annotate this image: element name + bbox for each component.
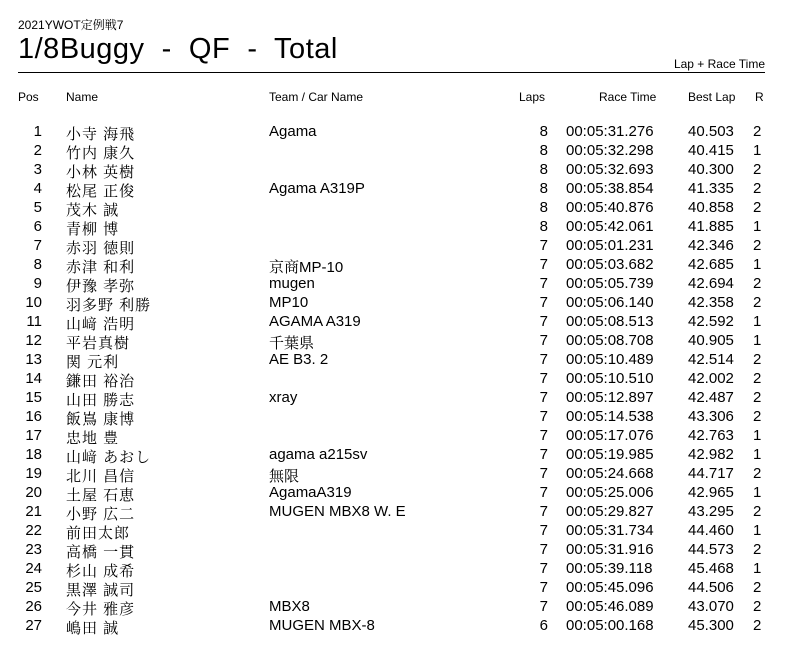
row-pos: 25 xyxy=(25,579,42,596)
row-team: 京商MP-10 xyxy=(269,259,344,276)
table-row xyxy=(0,522,787,541)
row-laps: 7 xyxy=(539,522,548,539)
result-type-label: Lap + Race Time xyxy=(673,57,765,71)
row-best-lap: 40.415 xyxy=(688,142,734,159)
row-pos: 3 xyxy=(33,161,42,178)
row-laps: 7 xyxy=(539,484,548,501)
row-pos: 11 xyxy=(26,313,42,330)
row-name: 土屋 石恵 xyxy=(66,487,136,504)
event-name: 2021YWOT定例戦7 xyxy=(18,18,124,32)
row-best-lap: 42.763 xyxy=(688,427,734,444)
row-pos: 16 xyxy=(25,408,42,425)
row-name: 今井 雅彦 xyxy=(66,601,136,618)
row-pos: 26 xyxy=(25,598,42,615)
row-team: 千葉県 xyxy=(269,335,315,352)
row-laps: 7 xyxy=(539,256,548,273)
row-race-time: 00:05:10.489 xyxy=(566,351,654,368)
row-best-lap: 42.514 xyxy=(688,351,734,368)
row-best-lap: 43.295 xyxy=(688,503,734,520)
row-race-time: 00:05:39.118 xyxy=(566,560,653,577)
row-pos: 21 xyxy=(25,503,42,520)
row-name: 青柳 博 xyxy=(66,221,120,238)
row-name: 杉山 成希 xyxy=(66,563,136,580)
row-laps: 7 xyxy=(539,560,548,577)
row-pos: 20 xyxy=(25,484,42,501)
row-r: 2 xyxy=(753,199,762,216)
row-team: 無限 xyxy=(269,468,300,485)
row-laps: 7 xyxy=(539,579,548,596)
table-row xyxy=(0,237,787,256)
header-name: Name xyxy=(66,90,99,104)
row-r: 2 xyxy=(753,294,762,311)
table-row xyxy=(0,579,787,598)
row-best-lap: 44.573 xyxy=(688,541,734,558)
row-race-time: 00:05:08.513 xyxy=(566,313,654,330)
row-best-lap: 42.346 xyxy=(688,237,734,254)
row-best-lap: 45.468 xyxy=(688,560,734,577)
table-row xyxy=(0,142,787,161)
row-r: 1 xyxy=(753,332,762,349)
row-team: mugen xyxy=(269,275,315,292)
table-row xyxy=(0,503,787,522)
row-pos: 19 xyxy=(25,465,42,482)
row-name: 関 元利 xyxy=(66,354,120,371)
row-name: 竹内 康久 xyxy=(66,145,136,162)
table-row xyxy=(0,161,787,180)
row-laps: 7 xyxy=(539,446,548,463)
row-r: 1 xyxy=(753,446,762,463)
row-team: AgamaA319 xyxy=(269,484,352,501)
row-team: Agama xyxy=(269,123,317,140)
row-name: 伊豫 孝弥 xyxy=(66,278,136,295)
row-r: 1 xyxy=(753,256,762,273)
row-laps: 7 xyxy=(539,408,548,425)
row-r: 2 xyxy=(753,503,762,520)
row-laps: 7 xyxy=(539,541,548,558)
row-name: 赤津 和利 xyxy=(66,259,136,276)
row-laps: 8 xyxy=(539,142,548,159)
row-race-time: 00:05:31.276 xyxy=(566,123,654,140)
row-name: 北川 昌信 xyxy=(66,468,136,485)
row-race-time: 00:05:12.897 xyxy=(566,389,654,406)
row-laps: 8 xyxy=(539,180,548,197)
header-race-time: Race Time xyxy=(599,90,657,104)
table-row xyxy=(0,484,787,503)
row-pos: 17 xyxy=(25,427,42,444)
row-pos: 5 xyxy=(33,199,42,216)
row-r: 1 xyxy=(753,427,762,444)
page-title: 1/8Buggy - QF - Total xyxy=(18,33,338,65)
row-team: AE B3. 2 xyxy=(269,351,329,368)
row-laps: 6 xyxy=(539,617,548,634)
row-r: 2 xyxy=(753,370,762,387)
row-r: 2 xyxy=(753,351,762,368)
row-race-time: 00:05:31.916 xyxy=(566,541,654,558)
row-best-lap: 42.694 xyxy=(688,275,734,292)
header-laps: Laps xyxy=(519,90,546,104)
row-pos: 7 xyxy=(33,237,42,254)
row-name: 赤羽 徳則 xyxy=(66,240,136,257)
row-best-lap: 42.487 xyxy=(688,389,734,406)
row-team: MBX8 xyxy=(269,598,310,615)
row-pos: 2 xyxy=(33,142,42,159)
row-name: 嶋田 誠 xyxy=(66,620,120,637)
row-r: 1 xyxy=(753,218,762,235)
row-name: 松尾 正俊 xyxy=(66,183,136,200)
row-r: 2 xyxy=(753,598,762,615)
row-race-time: 00:05:46.089 xyxy=(566,598,654,615)
row-pos: 10 xyxy=(25,294,42,311)
row-r: 1 xyxy=(753,313,762,330)
row-race-time: 00:05:14.538 xyxy=(566,408,654,425)
row-r: 2 xyxy=(753,237,762,254)
row-race-time: 00:05:24.668 xyxy=(566,465,654,482)
row-race-time: 00:05:06.140 xyxy=(566,294,654,311)
row-race-time: 00:05:10.510 xyxy=(566,370,654,387)
row-best-lap: 42.592 xyxy=(688,313,734,330)
row-race-time: 00:05:45.096 xyxy=(566,579,654,596)
row-pos: 15 xyxy=(25,389,42,406)
table-row xyxy=(0,256,787,275)
row-race-time: 00:05:05.739 xyxy=(566,275,654,292)
row-best-lap: 43.306 xyxy=(688,408,734,425)
row-laps: 7 xyxy=(539,313,548,330)
row-pos: 23 xyxy=(25,541,42,558)
table-row xyxy=(0,218,787,237)
row-best-lap: 40.905 xyxy=(688,332,734,349)
table-row xyxy=(0,313,787,332)
row-best-lap: 44.506 xyxy=(688,579,734,596)
row-best-lap: 45.300 xyxy=(688,617,734,634)
row-name: 茂木 誠 xyxy=(66,202,120,219)
header-team: Team / Car Name xyxy=(269,90,364,104)
row-laps: 7 xyxy=(539,237,548,254)
row-laps: 7 xyxy=(539,598,548,615)
row-race-time: 00:05:29.827 xyxy=(566,503,654,520)
row-name: 飯嶌 康博 xyxy=(66,411,136,428)
row-laps: 7 xyxy=(539,503,548,520)
row-laps: 7 xyxy=(539,389,548,406)
row-best-lap: 42.685 xyxy=(688,256,734,273)
row-race-time: 00:05:25.006 xyxy=(566,484,654,501)
row-name: 平岩真樹 xyxy=(66,335,131,352)
row-team: xray xyxy=(269,389,298,406)
row-name: 小林 英樹 xyxy=(66,164,136,181)
header-pos: Pos xyxy=(18,90,39,104)
table-row xyxy=(0,180,787,199)
row-best-lap: 44.717 xyxy=(688,465,734,482)
row-r: 2 xyxy=(753,275,762,292)
row-best-lap: 42.002 xyxy=(688,370,734,387)
row-laps: 7 xyxy=(539,275,548,292)
row-r: 1 xyxy=(753,560,762,577)
row-team: Agama A319P xyxy=(269,180,365,197)
table-row xyxy=(0,427,787,446)
row-best-lap: 43.070 xyxy=(688,598,734,615)
header-best-lap: Best Lap xyxy=(688,90,736,104)
row-laps: 8 xyxy=(539,123,548,140)
row-laps: 7 xyxy=(539,332,548,349)
table-row xyxy=(0,617,787,636)
row-name: 黒澤 誠司 xyxy=(66,582,136,599)
table-row xyxy=(0,560,787,579)
row-best-lap: 40.503 xyxy=(688,123,734,140)
row-best-lap: 41.885 xyxy=(688,218,734,235)
row-race-time: 00:05:42.061 xyxy=(566,218,654,235)
row-r: 1 xyxy=(753,522,762,539)
row-laps: 7 xyxy=(539,465,548,482)
row-name: 高橋 一貫 xyxy=(66,544,136,561)
row-r: 2 xyxy=(753,617,762,634)
table-row xyxy=(0,408,787,427)
row-race-time: 00:05:03.682 xyxy=(566,256,654,273)
row-name: 羽多野 利勝 xyxy=(66,297,152,314)
row-pos: 4 xyxy=(33,180,42,197)
table-row xyxy=(0,389,787,408)
row-pos: 1 xyxy=(33,123,42,140)
row-race-time: 00:05:01.231 xyxy=(566,237,654,254)
row-best-lap: 40.300 xyxy=(688,161,734,178)
row-team: MUGEN MBX8 W. E xyxy=(269,503,406,520)
table-row xyxy=(0,370,787,389)
row-name: 山﨑 浩明 xyxy=(66,316,136,333)
title-divider xyxy=(18,72,765,73)
row-name: 前田太郎 xyxy=(66,525,131,542)
table-row xyxy=(0,351,787,370)
row-race-time: 00:05:32.298 xyxy=(566,142,654,159)
row-name: 山﨑 あおし xyxy=(66,449,152,466)
table-row xyxy=(0,275,787,294)
row-name: 忠地 豊 xyxy=(66,430,120,447)
row-r: 1 xyxy=(753,484,762,501)
row-race-time: 00:05:38.854 xyxy=(566,180,654,197)
row-pos: 12 xyxy=(25,332,42,349)
table-row xyxy=(0,541,787,560)
row-pos: 6 xyxy=(33,218,42,235)
row-pos: 9 xyxy=(33,275,42,292)
table-row xyxy=(0,199,787,218)
row-name: 小野 広二 xyxy=(66,506,136,523)
row-r: 2 xyxy=(753,408,762,425)
row-laps: 7 xyxy=(539,427,548,444)
row-pos: 27 xyxy=(25,617,42,634)
row-best-lap: 41.335 xyxy=(688,180,734,197)
row-r: 2 xyxy=(753,161,762,178)
row-race-time: 00:05:40.876 xyxy=(566,199,654,216)
row-r: 1 xyxy=(753,142,762,159)
table-row xyxy=(0,123,787,142)
row-r: 2 xyxy=(753,123,762,140)
row-name: 鎌田 裕治 xyxy=(66,373,136,390)
table-row xyxy=(0,332,787,351)
row-r: 2 xyxy=(753,180,762,197)
row-pos: 24 xyxy=(25,560,42,577)
table-row xyxy=(0,294,787,313)
row-name: 小寺 海飛 xyxy=(66,126,136,143)
row-laps: 7 xyxy=(539,351,548,368)
row-race-time: 00:05:17.076 xyxy=(566,427,654,444)
row-laps: 7 xyxy=(539,370,548,387)
row-pos: 8 xyxy=(33,256,42,273)
row-race-time: 00:05:08.708 xyxy=(566,332,654,349)
row-laps: 8 xyxy=(539,218,548,235)
row-r: 2 xyxy=(753,389,762,406)
row-race-time: 00:05:32.693 xyxy=(566,161,654,178)
row-team: AGAMA A319 xyxy=(269,313,361,330)
row-team: MP10 xyxy=(269,294,309,311)
row-team: MUGEN MBX-8 xyxy=(269,617,375,634)
row-pos: 13 xyxy=(25,351,42,368)
row-best-lap: 44.460 xyxy=(688,522,734,539)
row-pos: 18 xyxy=(25,446,42,463)
table-row xyxy=(0,465,787,484)
row-best-lap: 42.982 xyxy=(688,446,734,463)
row-best-lap: 40.858 xyxy=(688,199,734,216)
row-r: 2 xyxy=(753,579,762,596)
row-laps: 8 xyxy=(539,199,548,216)
row-race-time: 00:05:19.985 xyxy=(566,446,654,463)
row-pos: 22 xyxy=(25,522,42,539)
row-pos: 14 xyxy=(25,370,42,387)
row-laps: 8 xyxy=(539,161,548,178)
table-row xyxy=(0,446,787,465)
row-name: 山田 勝志 xyxy=(66,392,136,409)
row-r: 2 xyxy=(753,465,762,482)
row-race-time: 00:05:31.734 xyxy=(566,522,654,539)
header-r: R xyxy=(755,90,764,104)
row-team: agama a215sv xyxy=(269,446,368,463)
table-row xyxy=(0,598,787,617)
row-best-lap: 42.358 xyxy=(688,294,734,311)
row-best-lap: 42.965 xyxy=(688,484,734,501)
row-r: 2 xyxy=(753,541,762,558)
row-laps: 7 xyxy=(539,294,548,311)
row-race-time: 00:05:00.168 xyxy=(566,617,654,634)
